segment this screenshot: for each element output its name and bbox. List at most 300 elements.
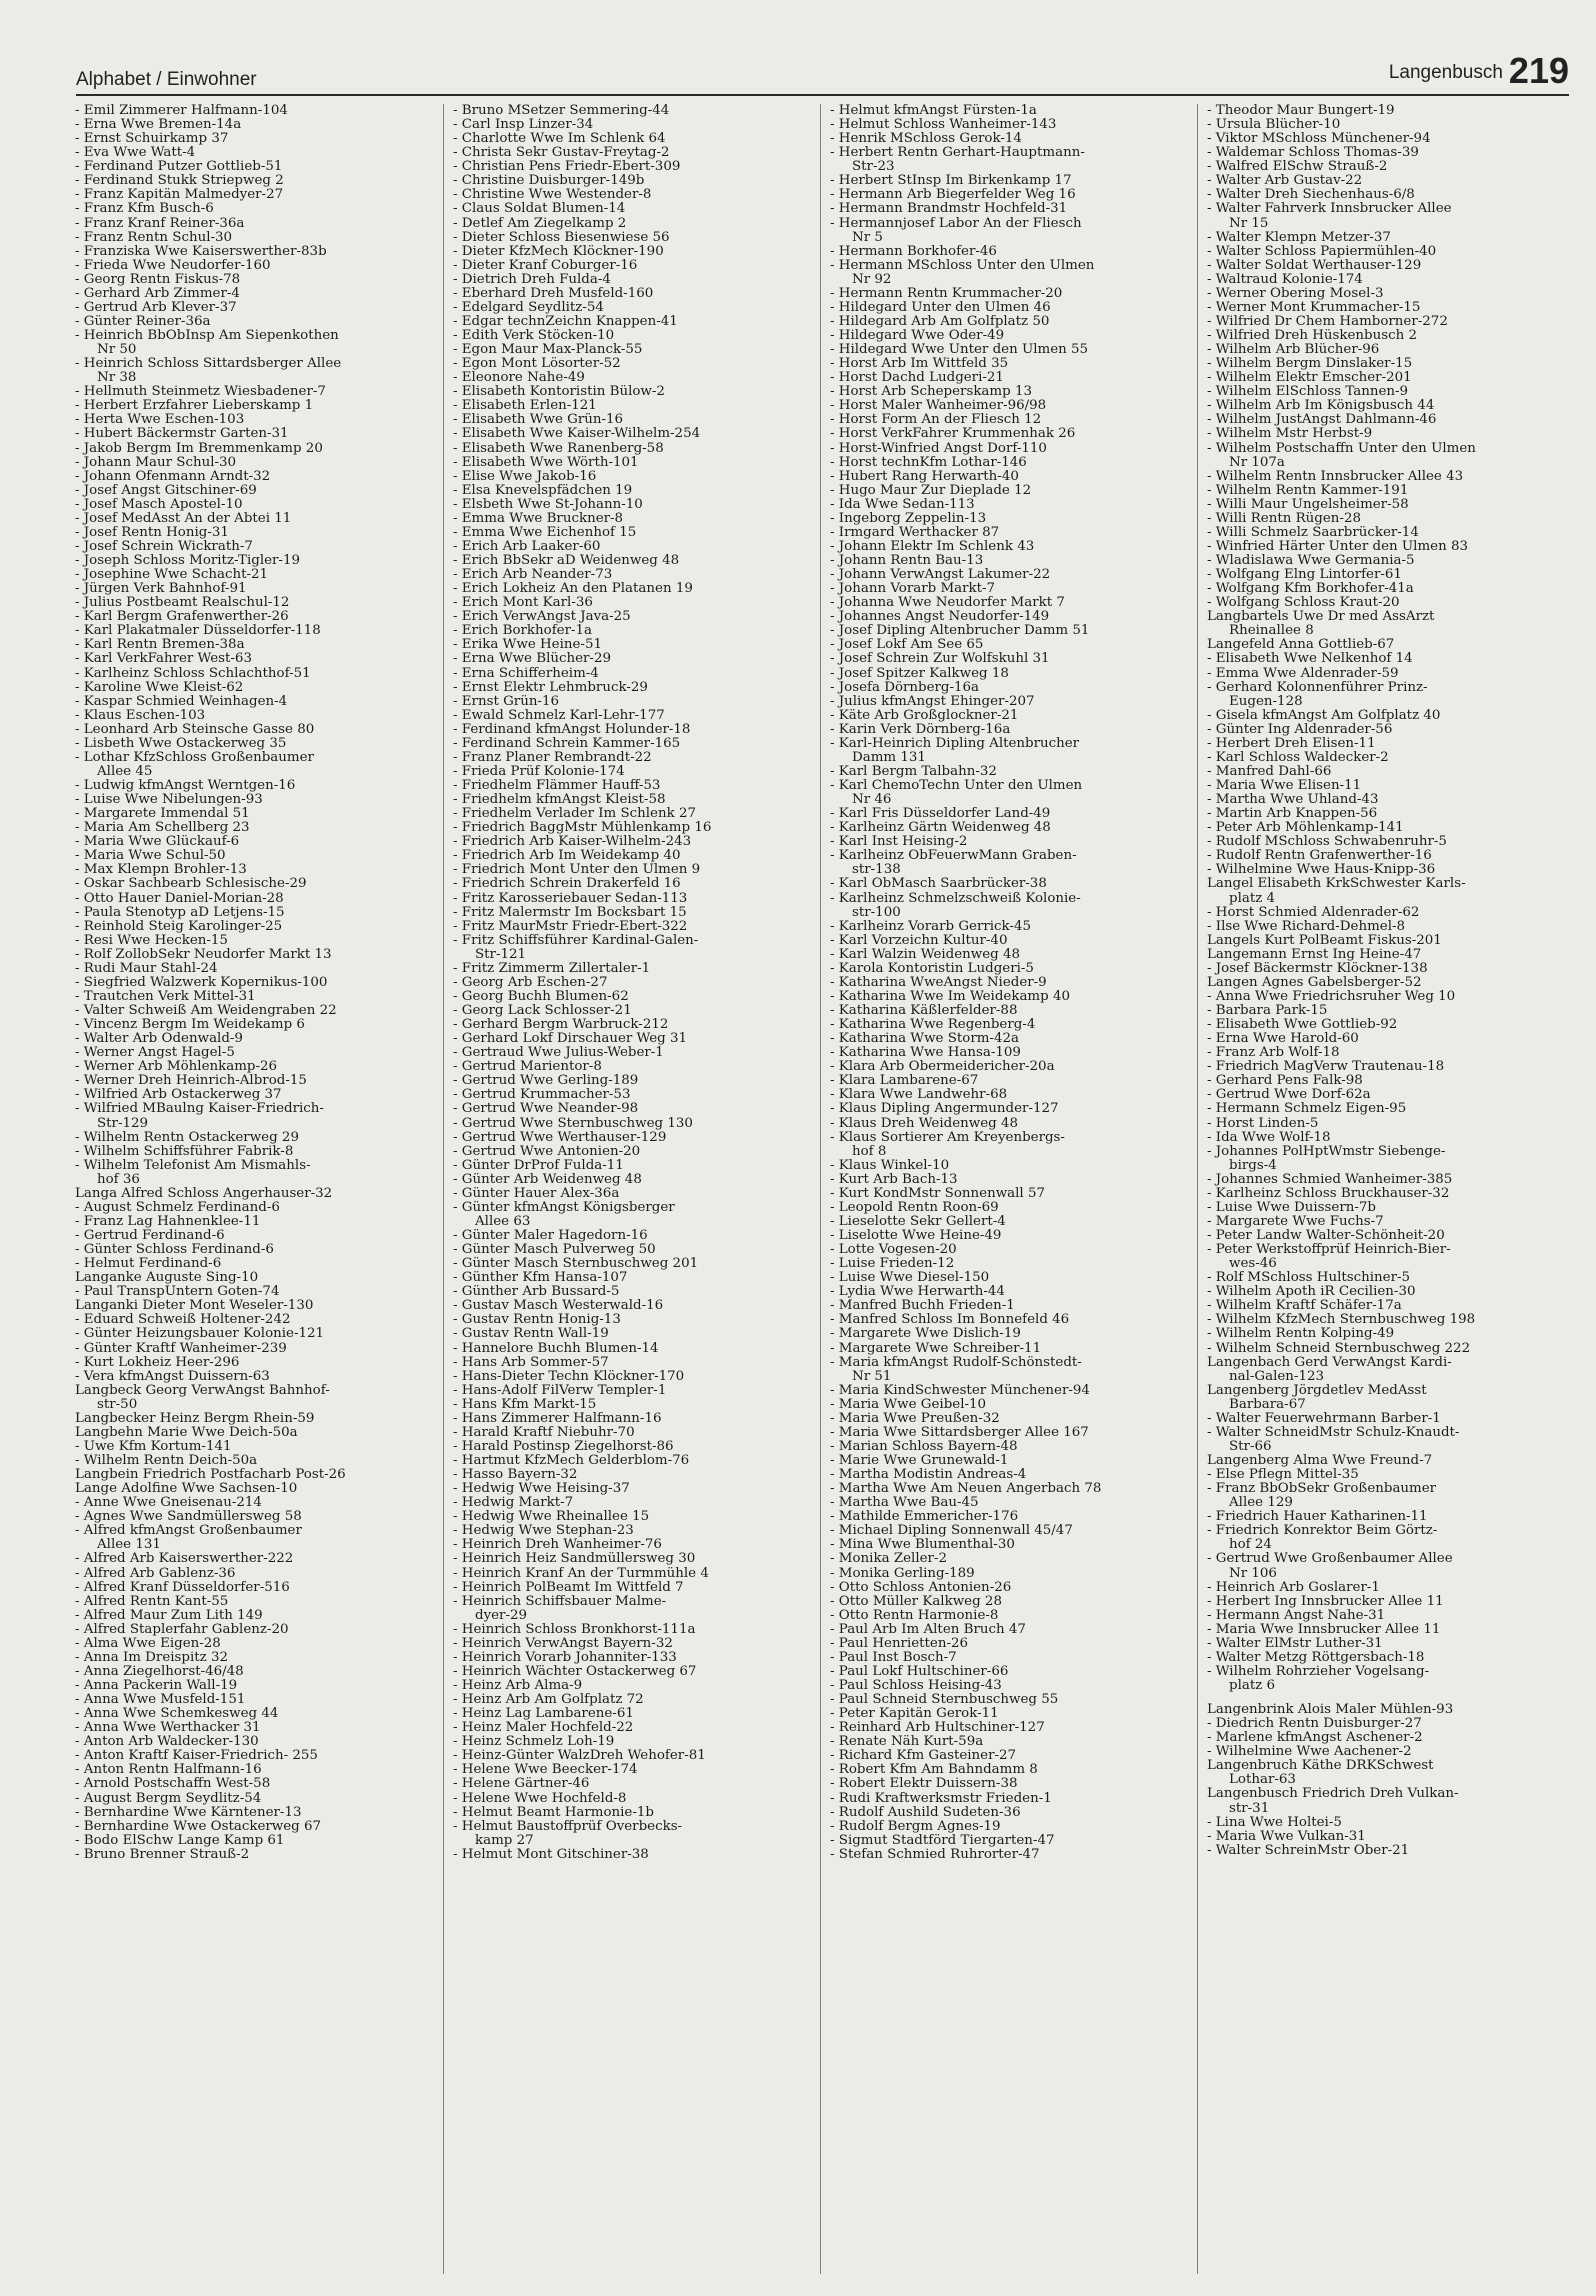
directory-entry: - Margarete Wwe Dislich-19 <box>830 1327 1021 1342</box>
directory-entry: - Günter Masch Pulverweg 50 <box>453 1243 656 1258</box>
directory-entry: - Rudolf Rentn Grafenwerther-16 <box>1207 849 1432 864</box>
directory-entry: - Martha Wwe Bau-45 <box>830 1496 979 1511</box>
directory-entry: - Heinz Maler Hochfeld-22 <box>453 1721 634 1736</box>
directory-entry: - Joseph Schloss Moritz-Tigler-19 <box>75 554 300 568</box>
directory-entry: - Hans-Adolf FilVerw Templer-1 <box>453 1383 667 1398</box>
directory-entry: - Henrik MSchloss Gerok-14 <box>830 132 1022 147</box>
directory-entry: - Karlheinz Gärtn Weidenweg 48 <box>830 821 1051 836</box>
directory-entry: - Frieda Prüf Kolonie-174 <box>453 764 625 779</box>
directory-entry: - Lothar KfzSchloss Großenbaumer <box>75 750 314 765</box>
directory-entry: - Katharina Käßlerfelder-88 <box>830 1004 1018 1018</box>
directory-entry: - Günter Masch Sternbuschweg 201 <box>453 1257 699 1272</box>
directory-entry: - Gustav Rentn Honig-13 <box>453 1313 621 1328</box>
directory-entry: - Maria Wwe Schul-50 <box>75 849 226 864</box>
directory-entry: - Horst Form An der Fliesch 12 <box>830 413 1042 428</box>
directory-entry: - Hasso Bayern-32 <box>453 1468 578 1483</box>
directory-entry: - Reinhold Steig Karolinger-25 <box>75 919 283 934</box>
directory-entry: - Julius kfmAngst Ehinger-207 <box>830 694 1035 709</box>
directory-entry: - Peter Arb Möhlenkamp-141 <box>1207 821 1404 836</box>
directory-entry: - Bodo ElSchw Lange Kamp 61 <box>75 1833 285 1848</box>
directory-entry: - Mathilde Emmericher-176 <box>830 1510 1019 1525</box>
directory-entry: - Kurt KondMstr Sonnenwall 57 <box>830 1186 1046 1201</box>
directory-column-3 <box>830 104 1188 1862</box>
directory-entry: - Hermann Schmelz Eigen-95 <box>1207 1102 1407 1117</box>
directory-entry: - Friedrich MagVerw Trautenau-18 <box>1207 1060 1445 1075</box>
directory-entry: - Ferdinand kfmAngst Holunder-18 <box>453 722 691 737</box>
directory-entry: - Karlheinz Schloss Schlachthof-51 <box>75 666 311 681</box>
directory-entry: - Dieter KfzMech Klöckner-190 <box>453 244 664 259</box>
directory-entry: hof 36 <box>97 1172 140 1187</box>
directory-entry: - Dietrich Dreh Fulda-4 <box>453 272 611 287</box>
directory-entry: - Vera kfmAngst Duissern-63 <box>75 1369 270 1384</box>
directory-entry: - Anna Im Dreispitz 32 <box>75 1650 228 1665</box>
directory-entry: - Maria Wwe Geibel-10 <box>830 1397 987 1412</box>
directory-entry: - Willi Rentn Rügen-28 <box>1207 511 1361 526</box>
directory-entry: - Josef Bäckermstr Klöckner-138 <box>1207 961 1428 976</box>
directory-entry: - Richard Kfm Gasteiner-27 <box>830 1749 1017 1764</box>
directory-entry: Langenberg Alma Wwe Freund-7 <box>1207 1454 1433 1468</box>
directory-entry: - Herbert Dreh Elisen-11 <box>1207 736 1376 751</box>
directory-entry: - Gertrud Krummacher-53 <box>453 1088 631 1103</box>
directory-entry: - Wilhelm Rentn Deich-50a <box>75 1454 258 1468</box>
directory-entry: - Günter Heizungsbauer Kolonie-121 <box>75 1327 325 1342</box>
directory-entry: - Gerhard Arb Zimmer-4 <box>75 286 240 301</box>
section-title: Alphabet / Einwohner <box>76 69 257 90</box>
directory-entry: - Gerhard Pens Falk-98 <box>1207 1074 1363 1089</box>
directory-entry: - Erich Borkhofer-1a <box>453 624 593 639</box>
directory-entry: - Katharina Wwe Regenberg-4 <box>830 1018 1036 1033</box>
directory-entry: - Alfred Arb Gablenz-36 <box>75 1566 236 1581</box>
directory-entry: - Wilhelm Elektr Emscher-201 <box>1207 371 1412 386</box>
directory-entry: - Franz Kranf Reiner-36a <box>75 216 245 231</box>
directory-entry: - Gertrud Wwe Dorf-62a <box>1207 1088 1371 1103</box>
directory-entry: - Hugo Maur Zur Dieplade 12 <box>830 483 1032 498</box>
directory-entry: - Helmut Mont Gitschiner-38 <box>453 1847 649 1862</box>
directory-entry: - Eva Wwe Watt-4 <box>75 146 196 161</box>
directory-entry: - Ernst Grün-16 <box>453 694 560 709</box>
directory-entry: - Walter SchneidMstr Schulz-Knaudt- <box>1207 1425 1460 1440</box>
directory-entry: - Günter kfmAngst Königsberger <box>453 1200 675 1215</box>
directory-entry: - Walter Arb Gustav-22 <box>1207 174 1363 189</box>
directory-entry: Str-66 <box>1229 1439 1272 1454</box>
directory-entry: - Christine Duisburger-149b <box>453 174 645 189</box>
directory-entry: - Ernst Schuirkamp 37 <box>75 132 229 147</box>
directory-entry: - Alfred Arb Kaiserswerther-222 <box>75 1552 294 1567</box>
directory-entry: - Walfred ElSchw Strauß-2 <box>1207 160 1388 175</box>
directory-entry: Allee 129 <box>1229 1496 1293 1511</box>
directory-entry: - Ferdinand Schrein Kammer-165 <box>453 736 681 751</box>
directory-entry: - Wilhelm KfzMech Sternbuschweg 198 <box>1207 1313 1476 1328</box>
directory-entry: - Gertrud Wwe Sternbuschweg 130 <box>453 1116 693 1131</box>
directory-entry: - Paul Lokf Hultschiner-66 <box>830 1664 1009 1679</box>
directory-entry: - Wilhelm Bergm Dinslaker-15 <box>1207 357 1413 372</box>
directory-entry: - Friedrich Arb Kaiser-Wilhelm-243 <box>453 835 692 850</box>
directory-entry: - Karl Bergm Talbahn-32 <box>830 764 997 779</box>
directory-entry: - Ursula Blücher-10 <box>1207 118 1341 133</box>
directory-entry: - Hans Kfm Markt-15 <box>453 1397 597 1412</box>
directory-entry: - Wilfried Arb Ostackerweg 37 <box>75 1088 282 1103</box>
directory-entry: Allee 45 <box>97 764 153 779</box>
directory-entry: - Heinrich Schiffsbauer Malme- <box>453 1594 667 1609</box>
directory-entry: - Gertrud Wwe Gerling-189 <box>453 1074 639 1089</box>
directory-entry: - Kurt Arb Bach-13 <box>830 1172 958 1187</box>
directory-entry: platz 6 <box>1229 1679 1276 1693</box>
directory-entry: - Ludwig kfmAngst Werntgen-16 <box>75 779 296 793</box>
directory-entry: - Friedrich Mont Unter den Ulmen 9 <box>453 863 701 878</box>
directory-entry: - Maria Wwe Preußen-32 <box>830 1411 1000 1426</box>
directory-entry: - Rudolf Aushild Sudeten-36 <box>830 1805 1021 1820</box>
directory-entry: - Katharina Wwe Hansa-109 <box>830 1046 1021 1061</box>
directory-entry: - Karola Kontoristin Ludgeri-5 <box>830 961 1034 976</box>
directory-entry: - Alfred Rentn Kant-55 <box>75 1594 229 1609</box>
directory-entry: - Christa Sekr Gustav-Freytag-2 <box>453 146 670 161</box>
directory-entry: - Lieselotte Sekr Gellert-4 <box>830 1214 1006 1229</box>
directory-entry: - Stefan Schmied Ruhrorter-47 <box>830 1847 1040 1862</box>
directory-entry: - Werner Obering Mosel-3 <box>1207 286 1384 301</box>
directory-entry: - Hildegard Wwe Oder-49 <box>830 329 1005 343</box>
directory-entry: - Hedwig Wwe Stephan-23 <box>453 1524 634 1539</box>
directory-entry: - Harald Postinsp Ziegelhorst-86 <box>453 1439 674 1454</box>
directory-entry: - Wilhelm Schneid Sternbuschweg 222 <box>1207 1341 1471 1356</box>
directory-entry: - Karin Verk Dörnberg-16a <box>830 722 1011 737</box>
directory-entry: - Franz Kapitän Malmedyer-27 <box>75 188 284 203</box>
directory-entry: Langels Kurt PolBeamt Fiskus-201 <box>1207 933 1442 948</box>
directory-entry: - Karoline Wwe Kleist-62 <box>75 680 244 695</box>
directory-entry: - Heinz Arb Am Golfplatz 72 <box>453 1693 644 1708</box>
directory-entry: - Wilhelm Postschaffn Unter den Ulmen <box>1207 441 1476 456</box>
directory-entry: - Günter Reiner-36a <box>75 314 211 329</box>
directory-entry: - Horst Arb Scheperskamp 13 <box>830 385 1032 400</box>
directory-entry: - Wilhelm ElSchloss Tannen-9 <box>1207 385 1409 400</box>
directory-entry: - Josef Spitzer Kalkweg 18 <box>830 666 1009 681</box>
directory-entry: - Luise Frieden-12 <box>830 1257 955 1272</box>
directory-entry: - Hans-Dieter Techn Klöckner-170 <box>453 1369 685 1384</box>
directory-entry: - Hannelore Buchh Blumen-14 <box>453 1341 659 1356</box>
directory-entry: - Diedrich Rentn Duisburger-27 <box>1207 1717 1422 1732</box>
directory-entry: - Erich VerwAngst Java-25 <box>453 610 631 625</box>
directory-entry: - Franz Rentn Schul-30 <box>75 230 233 245</box>
directory-entry: - Harald Kraftf Niebuhr-70 <box>453 1425 635 1440</box>
directory-entry: - Käte Arb Großglockner-21 <box>830 708 1019 723</box>
directory-entry: - Alfred Kranf Düsseldorfer-516 <box>75 1580 290 1595</box>
directory-entry: - Maria Wwe Sittardsberger Allee 167 <box>830 1425 1089 1440</box>
directory-entry: - Irmgard Werthacker 87 <box>830 525 1000 540</box>
directory-entry: - Wolfgang Kfm Borkhofer-41a <box>1207 582 1414 597</box>
directory-entry: - Gertrud Wwe Werthauser-129 <box>453 1130 667 1145</box>
directory-entry: - Luise Wwe Duissern-7b <box>1207 1200 1376 1215</box>
directory-entry: Nr 50 <box>97 343 137 358</box>
directory-entry: - Josef Rentn Honig-31 <box>75 525 229 540</box>
directory-entry: - Franz Arb Wolf-18 <box>1207 1046 1340 1061</box>
directory-entry: - Rolf MSchloss Hultschiner-5 <box>1207 1271 1411 1286</box>
directory-entry: - Wilhelm Kraftf Schäfer-17a <box>1207 1299 1402 1314</box>
directory-entry: Langefeld Anna Gottlieb-67 <box>1207 638 1395 653</box>
directory-entry: Langenbruch Käthe DRKSchwest <box>1207 1759 1434 1774</box>
directory-entry: - Viktor MSchloss Münchener-94 <box>1207 132 1431 147</box>
directory-entry: - Hermann Brandmstr Hochfeld-31 <box>830 202 1068 217</box>
directory-entry: - Maria Wwe Vulkan-31 <box>1207 1829 1366 1844</box>
directory-entry: - Klara Wwe Landwehr-68 <box>830 1088 1008 1103</box>
column-divider <box>820 104 821 2274</box>
directory-entry: hof 8 <box>852 1144 887 1159</box>
directory-entry: - Walter ElMstr Luther-31 <box>1207 1636 1383 1651</box>
directory-entry: - Martha Wwe Am Neuen Angerbach 78 <box>830 1482 1102 1497</box>
directory-entry: - Maria KindSchwester Münchener-94 <box>830 1383 1090 1398</box>
directory-entry: - Hartmut KfzMech Gelderblom-76 <box>453 1454 690 1468</box>
directory-entry: - Helmut Beamt Harmonie-1b <box>453 1805 654 1820</box>
directory-entry: - Rudolf Bergm Agnes-19 <box>830 1819 1001 1834</box>
directory-entry: - Alfred kfmAngst Großenbaumer <box>75 1524 302 1539</box>
directory-entry: - Hermann Rentn Krummacher-20 <box>830 286 1063 301</box>
directory-entry: - Margarete Wwe Schreiber-11 <box>830 1341 1042 1356</box>
directory-entry: - Herbert Erzfahrer Lieberskamp 1 <box>75 399 314 414</box>
directory-entry: - Josef Masch Apostel-10 <box>75 497 243 512</box>
directory-entry: - Johann Vorarb Markt-7 <box>830 582 996 597</box>
directory-entry: - Renate Näh Kurt-59a <box>830 1735 984 1750</box>
directory-entry: - Anna Wwe Werthacker 31 <box>75 1721 261 1736</box>
directory-entry: - Edith Verk Stöcken-10 <box>453 329 615 343</box>
directory-entry: - Wilhelmine Wwe Haus-Knipp-36 <box>1207 863 1436 878</box>
directory-entry: - Walter Klempn Metzer-37 <box>1207 230 1391 245</box>
directory-entry: - Rudi Kraftwerksmstr Frieden-1 <box>830 1791 1052 1806</box>
directory-entry: - Wilhelm Rentn Kolping-49 <box>1207 1327 1395 1342</box>
directory-entry: Barbara-67 <box>1229 1397 1306 1412</box>
directory-entry: - Paul Henrietten-26 <box>830 1636 969 1651</box>
directory-entry: - Katharina Wwe Im Weidekamp 40 <box>830 989 1070 1004</box>
directory-entry: - Emma Wwe Bruckner-8 <box>453 511 624 526</box>
directory-entry: - Herbert Ing Innsbrucker Allee 11 <box>1207 1594 1444 1609</box>
directory-entry: - Friedrich Schrein Drakerfeld 16 <box>453 877 681 892</box>
directory-entry: - Liselotte Wwe Heine-49 <box>830 1229 1002 1243</box>
directory-entry: - Otto Rentn Harmonie-8 <box>830 1608 999 1623</box>
directory-entry: - Charlotte Wwe Im Schlenk 64 <box>453 132 666 147</box>
directory-entry: - Helmut Ferdinand-6 <box>75 1257 222 1272</box>
directory-entry: - Winfried Härter Unter den Ulmen 83 <box>1207 539 1468 554</box>
directory-entry: Str-23 <box>852 160 895 175</box>
directory-entry: - Johannes Angst Neudorfer-149 <box>830 610 1050 625</box>
directory-entry: - Mina Wwe Blumenthal-30 <box>830 1538 1015 1553</box>
directory-entry: kamp 27 <box>475 1833 534 1848</box>
directory-entry: Langa Alfred Schloss Angerhauser-32 <box>75 1186 333 1201</box>
directory-entry: - Anna Packerin Wall-19 <box>75 1679 238 1693</box>
directory-entry: - Michael Dipling Sonnenwall 45/47 <box>830 1524 1073 1539</box>
directory-entry: - Wilhelm Arb Blücher-96 <box>1207 343 1380 358</box>
directory-entry: - Johann Maur Schul-30 <box>75 455 237 470</box>
directory-entry: - Friedrich Konrektor Beim Görtz- <box>1207 1524 1438 1539</box>
directory-entry: - Vincenz Bergm Im Weidekamp 6 <box>75 1018 305 1033</box>
directory-entry: - Hedwig Wwe Rheinallee 15 <box>453 1510 650 1525</box>
directory-entry: - Heinrich VerwAngst Bayern-32 <box>453 1636 673 1651</box>
directory-entry: - Gertrud Wwe Großenbaumer Allee <box>1207 1552 1453 1567</box>
directory-entry: - Agnes Wwe Sandmüllersweg 58 <box>75 1510 302 1525</box>
column-divider <box>443 104 444 2274</box>
directory-entry: - Gertraud Wwe Julius-Weber-1 <box>453 1046 664 1061</box>
directory-entry: - Maria Wwe Innsbrucker Allee 11 <box>1207 1622 1441 1637</box>
directory-entry: - Gertrud Arb Klever-37 <box>75 300 237 315</box>
directory-entry: - Karl Fris Düsseldorfer Land-49 <box>830 807 1051 822</box>
directory-entry: - Herta Wwe Eschen-103 <box>75 413 245 428</box>
directory-entry: - Edelgard Seydlitz-54 <box>453 300 604 315</box>
directory-entry: - Wilhelm Rentn Kammer-191 <box>1207 483 1409 498</box>
directory-entry: - Elisabeth Wwe Gottlieb-92 <box>1207 1018 1398 1033</box>
directory-entry: - Helene Wwe Hochfeld-8 <box>453 1791 627 1806</box>
directory-entry: - Änne Wwe Gneisenau-214 <box>75 1496 262 1511</box>
directory-entry: - Jakob Bergm Im Bremmenkamp 20 <box>75 441 323 456</box>
directory-entry: - Erich BbSekr aD Weidenweg 48 <box>453 554 680 568</box>
directory-entry: - Johann Rentn Bau-13 <box>830 554 984 568</box>
directory-entry: - Maria Wwe Glückauf-6 <box>75 835 240 850</box>
directory-entry: - Wilhelm Rohrzieher Vogelsang- <box>1207 1664 1430 1679</box>
directory-entry: Nr 106 <box>1229 1566 1277 1581</box>
directory-entry: - Klaus Dreh Weidenweg 48 <box>830 1116 1018 1131</box>
directory-entry: - Edgar technZeichn Knappen-41 <box>453 314 678 329</box>
directory-entry: - Erna Wwe Blücher-29 <box>453 652 611 667</box>
directory-entry: - Josef Lokf Am See 65 <box>830 638 984 653</box>
directory-entry: - Werner Arb Möhlenkamp-26 <box>75 1060 278 1075</box>
directory-entry: - Wilhelm Rentn Ostackerweg 29 <box>75 1130 299 1145</box>
directory-entry: - Hildegard Unter den Ulmen 46 <box>830 300 1051 315</box>
directory-entry: Lange Adolfine Wwe Sachsen-10 <box>75 1482 298 1497</box>
directory-entry: wes-46 <box>1229 1257 1277 1272</box>
directory-entry: - Helmut Schloss Wanheimer-143 <box>830 118 1057 133</box>
directory-entry: Langanki Dieter Mont Weseler-130 <box>75 1299 314 1314</box>
directory-entry: - Otto Müller Kalkweg 28 <box>830 1594 1002 1609</box>
directory-entry: - Johann Elektr Im Schlenk 43 <box>830 539 1035 554</box>
directory-entry: - Rudolf MSchloss Schwabenruhr-5 <box>1207 835 1447 850</box>
directory-entry: - Günter Kraftf Wanheimer-239 <box>75 1341 287 1356</box>
directory-entry: - Werner Dreh Heinrich-Albrod-15 <box>75 1074 307 1089</box>
page-header <box>76 52 1569 96</box>
directory-entry: Str-121 <box>475 947 527 962</box>
directory-entry: - Franz Lag Hahnenklee-11 <box>75 1214 261 1229</box>
directory-entry: - Gustav Rentn Wall-19 <box>453 1327 609 1342</box>
directory-entry: - Wolfgang Schloss Kraut-20 <box>1207 596 1400 611</box>
directory-entry: - Karl Inst Heising-2 <box>830 835 968 850</box>
directory-entry: Langbecker Heinz Bergm Rhein-59 <box>75 1411 315 1426</box>
directory-entry: - Elisabeth Wwe Kaiser-Wilhelm-254 <box>453 427 701 442</box>
directory-entry: - Herbert StInsp Im Birkenkamp 17 <box>830 174 1072 189</box>
directory-entry: - Luise Wwe Nibelungen-93 <box>75 793 263 808</box>
directory-entry: - Hermann MSchloss Unter den Ulmen <box>830 258 1095 273</box>
directory-entry: - Ida Wwe Sedan-113 <box>830 497 975 512</box>
directory-entry: - Klara Arb Obermeidericher-20a <box>830 1060 1055 1075</box>
directory-entry: - Eduard Schweiß Holtener-242 <box>75 1313 291 1328</box>
directory-entry: nal-Galen-123 <box>1229 1369 1325 1384</box>
directory-entry: - Friedhelm Flämmer Hauff-53 <box>453 779 661 793</box>
directory-entry: - Robert Kfm Am Bahndamm 8 <box>830 1763 1038 1778</box>
directory-entry: - Bernhardine Wwe Ostackerweg 67 <box>75 1819 322 1834</box>
directory-entry: - Josef Dipling Altenbrucher Damm 51 <box>830 624 1090 639</box>
directory-entry: - Heinz-Günter WalzDreh Wehofer-81 <box>453 1749 706 1764</box>
directory-entry: - Bruno MSetzer Semmering-44 <box>453 104 670 118</box>
directory-entry: - Walter Soldat Werthauser-129 <box>1207 258 1422 273</box>
directory-entry: - Anton Arb Waldecker-130 <box>75 1735 259 1750</box>
directory-entry: - Karl ChemoTechn Unter den Ulmen <box>830 779 1083 793</box>
directory-entry: Rheinallee 8 <box>1229 624 1314 639</box>
directory-entry: - August Bergm Seydlitz-54 <box>75 1791 262 1806</box>
directory-entry: - Barbara Park-15 <box>1207 1004 1328 1018</box>
directory-entry: birgs-4 <box>1229 1158 1277 1173</box>
directory-entry: - Wilhelmine Wwe Aachener-2 <box>1207 1745 1412 1760</box>
directory-entry: - Heinrich Vorarb Johanniter-133 <box>453 1650 677 1665</box>
directory-entry: - Karl-Heinrich Dipling Altenbrucher <box>830 736 1080 751</box>
directory-entry: Str-129 <box>97 1116 149 1131</box>
directory-entry: - Anna Ziegelhorst-46/48 <box>75 1664 244 1679</box>
directory-entry: Langbehn Marie Wwe Deich-50a <box>75 1425 298 1440</box>
directory-entry: - Johann Ofenmann Arndt-32 <box>75 469 271 484</box>
running-head-street: Langenbusch <box>1388 62 1503 83</box>
directory-entry: - Friedrich Hauer Katharinen-11 <box>1207 1510 1428 1525</box>
directory-entry: - Wilhelm Rentn Innsbrucker Allee 43 <box>1207 469 1464 484</box>
directory-entry: Langbartels Uwe Dr med AssArzt <box>1207 610 1435 625</box>
directory-entry: - Peter Kapitän Gerok-11 <box>830 1707 999 1722</box>
directory-entry: - Wilhelm Apoth iR Cecilien-30 <box>1207 1285 1416 1300</box>
directory-entry: - Ewald Schmelz Karl-Lehr-177 <box>453 708 665 723</box>
directory-entry: - Wilhelm Telefonist Am Mismahls- <box>75 1158 311 1173</box>
directory-entry: - Wolfgang Elng Lintorfer-61 <box>1207 568 1402 583</box>
directory-entry: - Günter Hauer Alex-36a <box>453 1186 620 1201</box>
directory-entry: Langemann Ernst Ing Heine-47 <box>1207 947 1422 962</box>
directory-entry: Nr 107a <box>1229 455 1285 470</box>
directory-entry: - Wilhelm Schiffsführer Fabrik-8 <box>75 1144 294 1159</box>
directory-entry: - Erna Wwe Bremen-14a <box>75 118 242 133</box>
directory-entry: - Valter Schweiß Am Weidengraben 22 <box>75 1004 337 1018</box>
directory-entry: - Wilhelm Mstr Herbst-9 <box>1207 427 1373 442</box>
directory-entry: - Elsbeth Wwe St-Johann-10 <box>453 497 643 512</box>
directory-entry: - Elisabeth Erlen-121 <box>453 399 597 414</box>
directory-entry: - Hermann Borkhofer-46 <box>830 244 997 259</box>
directory-entry: - Friedrich BaggMstr Mühlenkamp 16 <box>453 821 712 836</box>
directory-entry: dyer-29 <box>475 1608 528 1623</box>
directory-entry: - Anna Wwe Friedrichsruher Weg 10 <box>1207 989 1456 1004</box>
directory-entry: - Martin Arb Knappen-56 <box>1207 807 1378 822</box>
directory-entry: - Hellmuth Steinmetz Wiesbadener-7 <box>75 385 326 400</box>
directory-entry: - Erika Wwe Heine-51 <box>453 638 602 653</box>
directory-entry: - Martha Wwe Uhland-43 <box>1207 793 1379 808</box>
directory-entry: - Martha Modistin Andreas-4 <box>830 1468 1027 1483</box>
directory-entry: - Hermann Angst Nahe-31 <box>1207 1608 1386 1623</box>
directory-entry: - Ferdinand Putzer Gottlieb-51 <box>75 160 283 175</box>
directory-entry: - Manfred Dahl-66 <box>1207 764 1332 779</box>
directory-entry: - Josef Schrein Zur Wolfskuhl 31 <box>830 652 1050 667</box>
page-number: 219 <box>1508 50 1569 91</box>
directory-entry: - Peter Werkstoffprüf Heinrich-Bier- <box>1207 1243 1451 1258</box>
directory-entry: - Klaus Dipling Angermunder-127 <box>830 1102 1059 1117</box>
directory-entry: - Arnold Postschaffn West-58 <box>75 1777 271 1792</box>
directory-entry: - Hildegard Arb Am Golfplatz 50 <box>830 314 1050 329</box>
directory-entry: - Monika Zeller-2 <box>830 1552 947 1567</box>
directory-entry: Nr 92 <box>852 272 892 287</box>
running-head <box>1389 50 1569 92</box>
directory-entry: - Günter Schloss Ferdinand-6 <box>75 1243 274 1258</box>
directory-entry: - Walter Dreh Siechenhaus-6/8 <box>1207 188 1415 203</box>
directory-entry: - Elisabeth Wwe Ranenberg-58 <box>453 441 664 456</box>
directory-entry: - Manfred Buchh Frieden-1 <box>830 1299 1015 1314</box>
directory-entry: - Heinrich Kranf An der Turmmühle 4 <box>453 1566 709 1581</box>
directory-entry: - Reinhard Arb Hultschiner-127 <box>830 1721 1045 1736</box>
directory-entry: - August Schmelz Ferdinand-6 <box>75 1200 280 1215</box>
directory-entry: - Horst technKfm Lothar-146 <box>830 455 1027 470</box>
directory-entry: - Helene Gärtner-46 <box>453 1777 590 1792</box>
directory-entry: - Elisabeth Wwe Nelkenhof 14 <box>1207 652 1413 667</box>
directory-entry: Langenbach Gerd VerwAngst Kardi- <box>1207 1355 1452 1370</box>
directory-entry: - Lotte Vogesen-20 <box>830 1243 957 1258</box>
directory-entry: - Alfred Maur Zum Lith 149 <box>75 1608 263 1623</box>
directory-entry: - Friedhelm kfmAngst Kleist-58 <box>453 793 666 808</box>
directory-entry: - Resi Wwe Hecken-15 <box>75 933 228 948</box>
directory-entry: - Günter Arb Weidenweg 48 <box>453 1172 642 1187</box>
directory-entry: - Dieter Schloss Biesenwiese 56 <box>453 230 670 245</box>
